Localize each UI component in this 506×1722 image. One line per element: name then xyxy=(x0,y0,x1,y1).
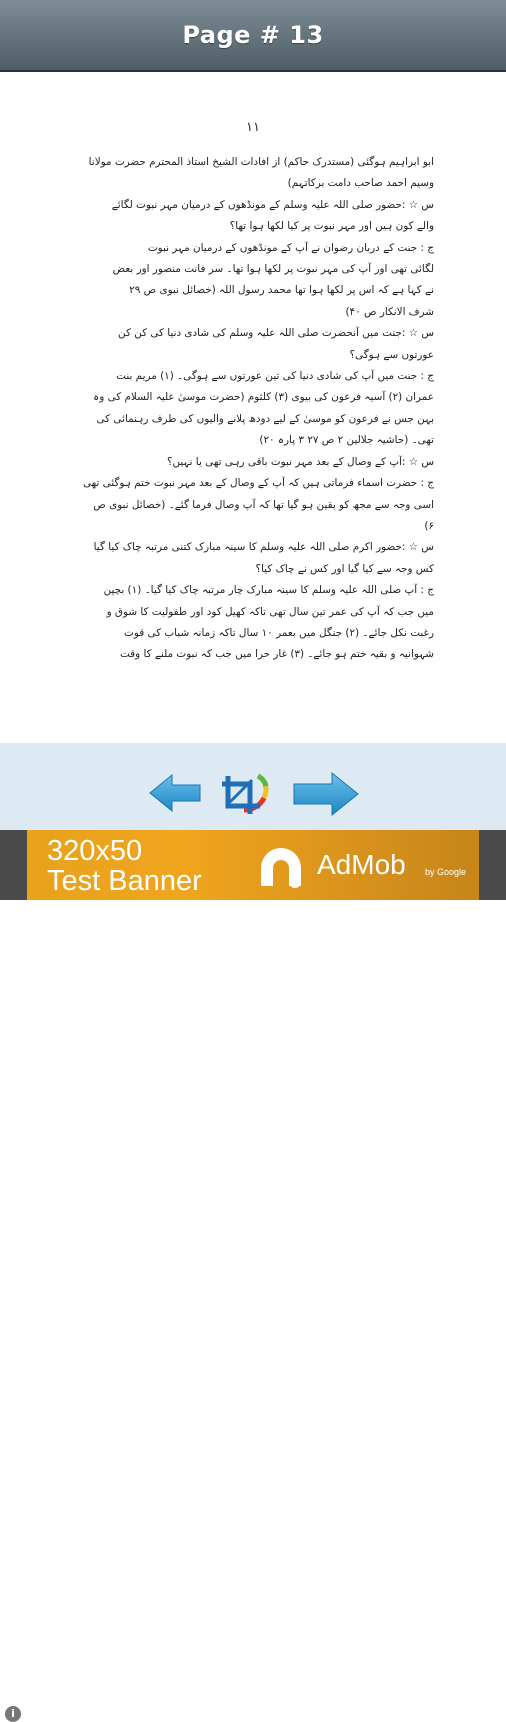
page-text-line: ج : حضرت اسماء فرماتی ہیں کہ آپ کے وصال کے بعد مہر نبوت ختم ہوگئی تھی xyxy=(82,477,434,490)
page-text-line: عورتوں سے ہوگی؟ xyxy=(349,348,434,361)
by-google-label: by Google xyxy=(425,867,467,877)
navigation-toolbar xyxy=(0,743,506,830)
ad-banner[interactable] xyxy=(0,830,506,1720)
next-page-button[interactable] xyxy=(292,771,360,817)
page-text-line: بہن جس نے فرعون کو موسیٰ کے لیے دودھ پلانے والیوں کی طرف رہنمائی کی xyxy=(96,412,434,425)
test-banner[interactable] xyxy=(27,830,479,900)
page-text-line: ابو ابراہیم ہوگئی (مستدرک حاکم) از افادات الشیخ استاذ المحترم حضرت مولانا xyxy=(88,156,434,168)
page-text-line: لگائی تھی اور آپ کی مہر نبوت پر لکھا ہوا تھا۔ سر فانت منصور اور بعض xyxy=(112,263,434,276)
crop-rotate-button[interactable] xyxy=(218,770,274,820)
crop-rotate-icon xyxy=(218,770,274,820)
page-text-line: س ☆ :حضور صلی اللہ علیہ وسلم کے مونڈھوں کے درمیان مہر نبوت لگائے xyxy=(111,198,434,211)
page-text-line: ج : جنت کے دربان رضوان نے آپ کے مونڈھوں کے درمیان مہر نبوت xyxy=(147,241,434,254)
scanned-page[interactable] xyxy=(0,72,506,743)
page-text-line: ج : جنت میں آپ کی شادی دنیا کی تین عورتوں سے ہوگی۔ (۱) مریم بنت xyxy=(116,370,434,383)
page-text-line: س ☆ :حضور اکرم صلی اللہ علیہ وسلم کا سینہ مبارک کتنی مرتبہ چاک کیا گیا xyxy=(93,541,434,554)
title-bar xyxy=(0,0,506,72)
ad-size-label: 320x50 xyxy=(47,835,143,867)
page-text-line: رغبت نکل جائے۔ (۲) جنگل میں بعمر ۱۰ سال تاکہ زمانہ شباب کی قوت xyxy=(124,626,434,639)
right-arrow-icon xyxy=(292,771,360,817)
page-text-line: س ☆ :آپ کے وصال کے بعد مہر نبوت باقی رہی تھی یا نہیں؟ xyxy=(166,455,434,468)
page-number: ۱۱ xyxy=(246,120,260,135)
page-text-line: وسیم احمد صاحب دامت برکاتہم) xyxy=(287,177,434,190)
page-title: Page # 13 xyxy=(182,21,324,49)
page-text-line: عمران (۲) آسیہ فرعون کی بیوی (۳) کلثوم (حضرت موسیٰ علیہ السلام کی وہ xyxy=(93,391,434,404)
ad-banner-label: Test Banner xyxy=(47,865,202,897)
page-text-line: ج : آپ صلی اللہ علیہ وسلم کا سینہ مبارک چار مرتبہ چاک کیا گیا۔ (۱) بچپن xyxy=(103,584,434,597)
admob-logo-icon xyxy=(255,842,307,892)
page-text-line: شہوانیہ و بقیہ ختم ہو جائے۔ (۳) غار حرا میں جب کہ نبوت ملنے کا وقت xyxy=(119,648,434,661)
page-text xyxy=(54,152,434,712)
previous-page-button[interactable] xyxy=(148,773,202,813)
left-arrow-icon xyxy=(148,773,202,813)
page-text-line: س ☆ :جنت میں آنحضرت صلی اللہ علیہ وسلم کی شادی دنیا کی کن کن xyxy=(118,327,434,340)
page-text-line: میں جب کہ آپ کی عمر تین سال تھی تاکہ کھیل کود اور طفولیت کا شوق و xyxy=(106,605,434,618)
page-text-line: نے کہا ہے کہ اس پر لکھا ہوا تھا محمد رسول اللہ (خصائل نبوی ص ۲۹ xyxy=(129,284,434,297)
page-text-line: کس وجہ سے کیا گیا اور کس نے چاک کیا؟ xyxy=(255,562,434,575)
page-text-line: اسی وجہ سے مجھ کو یقین ہو گیا تھا کہ آپ وصال فرما گئے۔ (خصائل نبوی ص xyxy=(93,498,434,511)
page-text-line: والے کون ہیں اور مہر نبوت پر کیا لکھا ہوا تھا؟ xyxy=(229,220,434,233)
page-text-line: شرف الانکار ص ۴۰) xyxy=(345,305,434,318)
admob-brand: AdMob xyxy=(317,849,406,880)
page-text-line: تھی۔ (حاشیہ جلالین ۲ ص ۲۷ ۳ پارہ ۲۰) xyxy=(259,434,434,447)
ad-info-icon[interactable]: i xyxy=(5,1706,21,1722)
page-text-line: ۶) xyxy=(424,519,434,532)
